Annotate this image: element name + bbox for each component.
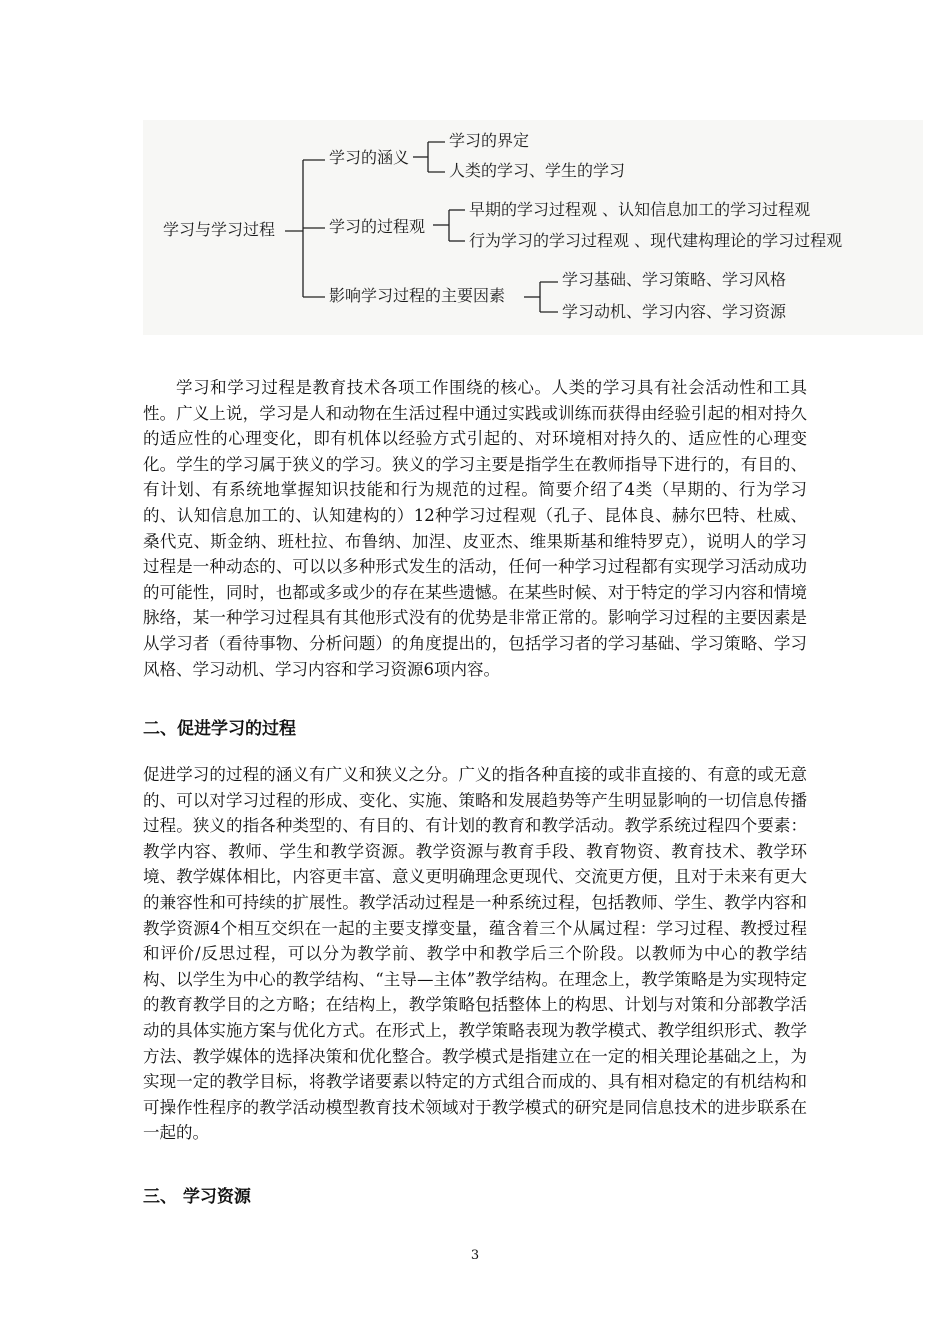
branch-process-view: 学习的过程观 [329, 217, 426, 236]
leaf-human-student-learning: 人类的学习、学生的学习 [449, 161, 626, 180]
page-number: 3 [470, 1248, 480, 1263]
section2-heading: 二、促进学习的过程 [143, 719, 296, 739]
diagram-root: 学习与学习过程 [163, 220, 276, 239]
leaf-definition: 学习的界定 [449, 131, 530, 150]
branch-meaning: 学习的涵义 [329, 148, 410, 167]
leaf-foundation-strategy-style: 学习基础、学习策略、学习风格 [562, 270, 787, 289]
leaf-motivation-content-resources: 学习动机、学习内容、学习资源 [562, 302, 787, 321]
section1-paragraph: 学习和学习过程是教育技术各项工作围绕的核心。人类的学习具有社会活动性和工具性。广义上说，学习是人和动物在生活过程中通过实践或训练而获得由经验引起的相对持久的适应性的心理变化，即有机体以经验方式引起的、对环境相对持久的、适应性的心理变化。学生的学习属于狭义的学习。狭义的学习主要是指学生在教师指导下进行的，有目的、有计划、有系统地掌握知识技能和行为规范的过程。简要介绍了4类（早期的、行为学习的、认知信息加工的、认知建构的）12种学习过程观（孔子、昆体良、赫尔巴特、杜威、桑代克、斯金纳、班杜拉、布鲁纳、加涅、皮亚杰、维果斯基和维特罗克），说明人的学习过程是一种动态的、可以以多种形式发生的活动，任何一种学习过程都有实现学习活动成功的可能性，同时，也都或多或少的存在某些遗憾。在某些时候、对于特定的学习内容和情境脉络，某一种学习过程具有其他形式没有的优势是非常正常的。影响学习过程的主要因素是从学习者（看待事物、分析问题）的角度提出的，包括学习者的学习基础、学习策略、学习风格、学习动机、学习内容和学习资源6项内容。 [143, 378, 807, 679]
section3-heading: 三、 学习资源 [143, 1187, 251, 1207]
concept-tree-diagram [143, 120, 923, 335]
leaf-early-cognitive-views: 早期的学习过程观 、认知信息加工的学习过程观 [469, 200, 811, 219]
branch-influencing-factors: 影响学习过程的主要因素 [329, 286, 506, 305]
section2-paragraph: 促进学习的过程的涵义有广义和狭义之分。广义的指各种直接的或非直接的、有意的或无意的、可以对学习过程的形成、变化、实施、策略和发展趋势等产生明显影响的一切信息传播过程。狭义的指各种类型的、有目的、有计划的教育和教学活动。教学系统过程四个要素：教学内容、教师、学生和教学资源。教学资源与教育手段、教育物资、教育技术、教学环境、教学媒体相比，内容更丰富、意义更明确理念更现代、交流更方便，且对于未来有更大的兼容性和可持续的扩展性。教学活动过程是一种系统过程，包括教师、学生、教学内容和教学资源4个相互交织在一起的主要支撑变量，蕴含着三个从属过程：学习过程、教授过程和评价/反思过程，可以分为教学前、教学中和教学后三个阶段。以教师为中心的教学结构、以学生为中心的教学结构、“主导—主体”教学结构。在理念上，教学策略是为实现特定的教育教学目的之方略；在结构上，教学策略包括整体上的构思、计划与对策和分部教学活动的具体实施方案与优化方式。在形式上，教学策略表现为教学模式、教学组织形式、教学方法、教学媒体的选择决策和优化整合。教学模式是指建立在一定的相关理论基础之上，为实现一定的教学目标，将教学诸要素以特定的方式组合而成的、具有相对稳定的有机结构和可操作性程序的教学活动模型教育技术领域对于教学模式的研究是同信息技术的进步联系在一起的。 [143, 765, 807, 1143]
leaf-behavioral-constructivist-views: 行为学习的学习过程观 、现代建构理论的学习过程观 [469, 231, 843, 250]
